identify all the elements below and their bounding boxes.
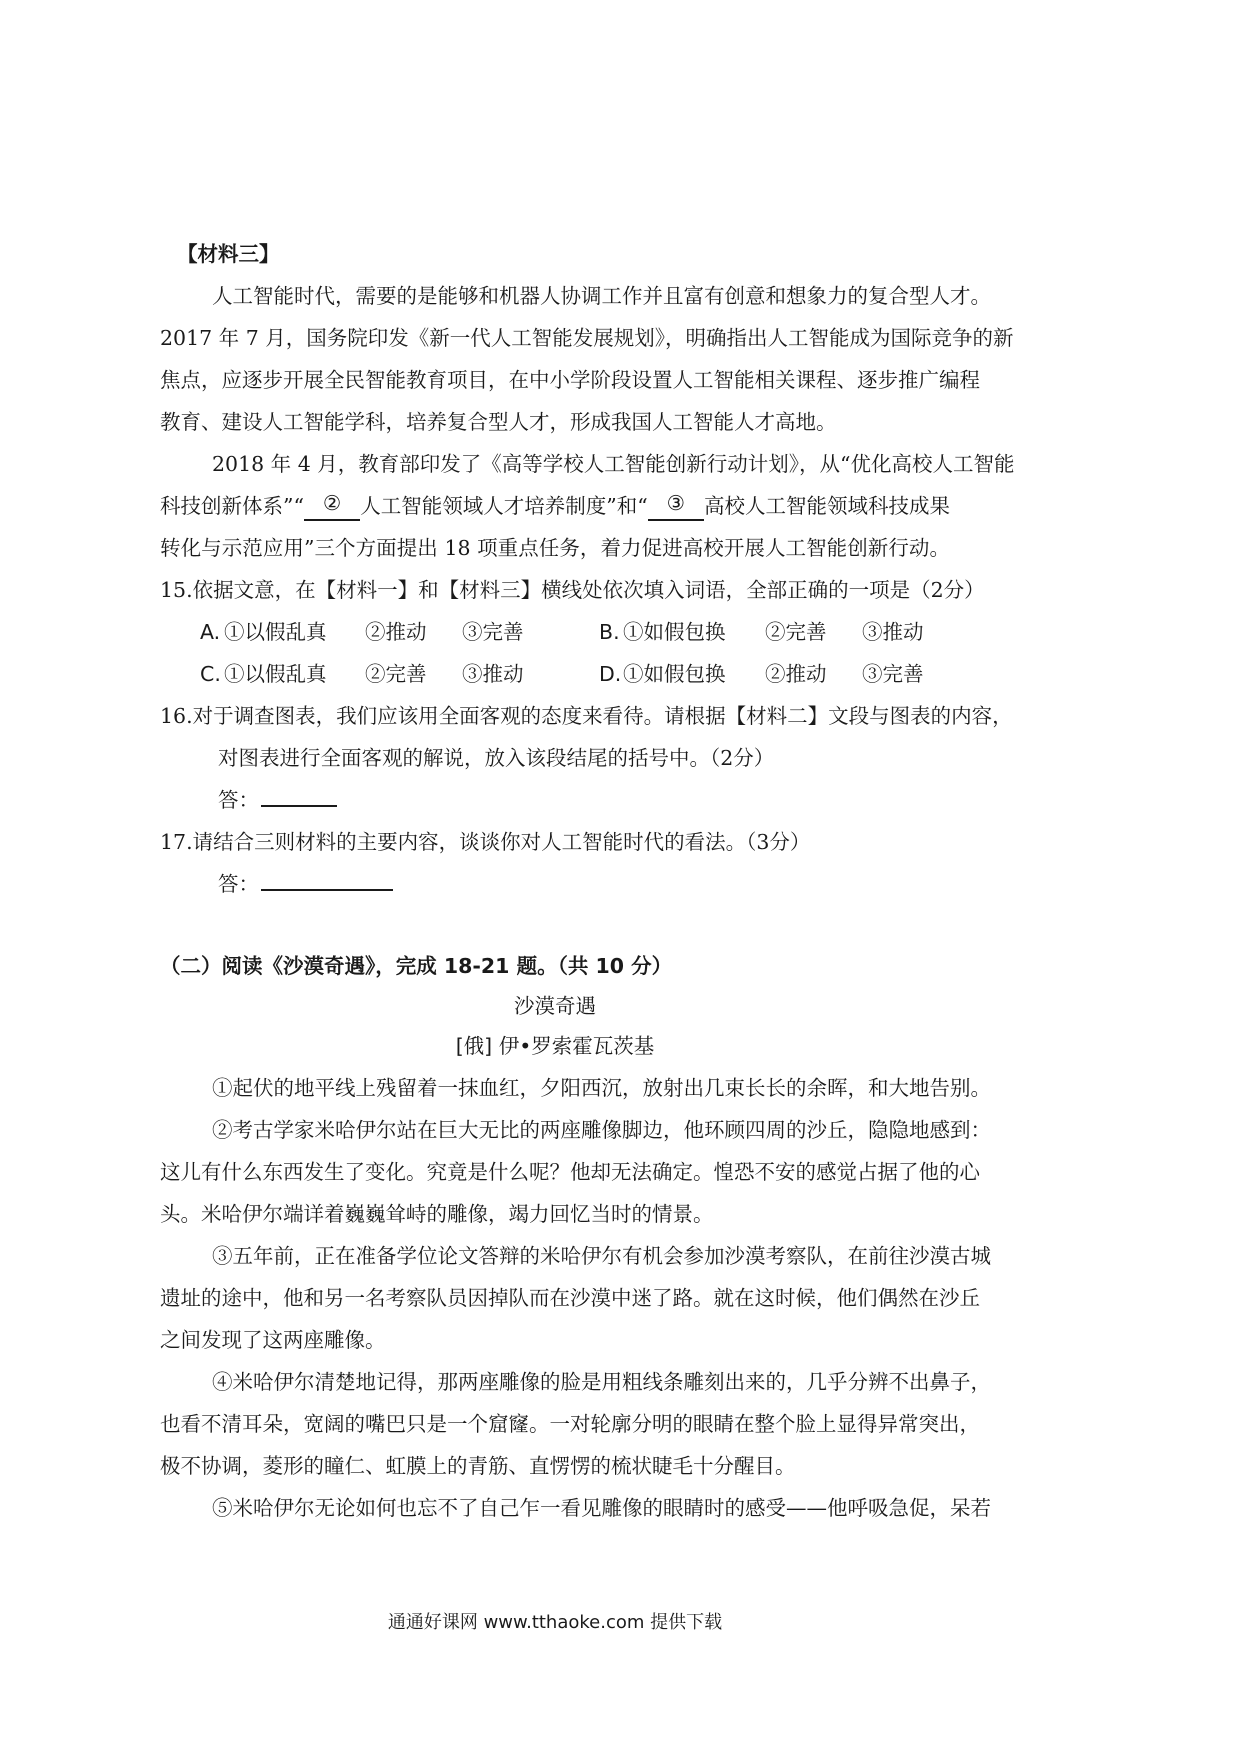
- q16-answer-blank[interactable]: [261, 787, 337, 807]
- q16-answer-label: 答：: [218, 788, 259, 812]
- q15-option-b-word1: ①如假包换: [623, 620, 726, 644]
- q17-answer-blank[interactable]: [261, 871, 393, 891]
- q15-stem: 15.依据文意，在【材料一】和【材料三】横线处依次填入词语，全部正确的一项是（2分）: [160, 578, 985, 602]
- q15-option-c-word2: ②完善: [365, 662, 427, 686]
- q15-options-row-2: [200, 659, 960, 689]
- story-author: [俄] 伊•罗索霍瓦茨基: [455, 1034, 655, 1058]
- material3-para1-line3: 焦点，应逐步开展全民智能教育项目，在中小学阶段设置人工智能相关课程、逐步推广编程: [160, 368, 980, 392]
- story-p3-line2: 遗址的途中，他和另一名考察队员因掉队而在沙漠中迷了路。就在这时候，他们偶然在沙丘: [160, 1286, 980, 1310]
- q15-option-d-word1: ①如假包换: [623, 662, 726, 686]
- story-p2-line3: 头。米哈伊尔端详着巍巍耸峙的雕像，竭力回忆当时的情景。: [160, 1202, 714, 1226]
- material3-para1-line1: 人工智能时代，需要的是能够和机器人协调工作并且富有创意和想象力的复合型人才。: [212, 284, 991, 308]
- material3-para2-line2: [160, 491, 950, 521]
- story-p2-line2: 这儿有什么东西发生了变化。究竟是什么呢？他却无法确定。惶恐不安的感觉占据了他的心: [160, 1160, 980, 1184]
- q15-option-b-word3: ③推动: [862, 620, 924, 644]
- q15-option-d-letter: D.: [599, 662, 622, 686]
- story-p5-line1: ⑤米哈伊尔无论如何也忘不了自己乍一看见雕像的眼睛时的感受——他呼吸急促，呆若: [212, 1496, 991, 1520]
- q17-answer: [218, 869, 393, 899]
- q15-option-d-word3: ③完善: [862, 662, 924, 686]
- q15-option-d-word2: ②推动: [765, 662, 827, 686]
- story-p4-line2: 也看不清耳朵，宽阔的嘴巴只是一个窟窿。一对轮廓分明的眼睛在整个脸上显得异常突出，: [160, 1412, 980, 1436]
- story-title: 沙漠奇遇: [514, 994, 596, 1018]
- q15-option-a-letter: A.: [200, 620, 221, 644]
- story-p1: ①起伏的地平线上残留着一抹血红，夕阳西沉，放射出几束长长的余晖，和大地告别。: [212, 1076, 991, 1100]
- q15-option-c-letter: C.: [200, 662, 221, 686]
- material3-heading: 【材料三】: [177, 242, 280, 266]
- story-p3-line3: 之间发现了这两座雕像。: [160, 1328, 386, 1352]
- q16-answer: [218, 785, 337, 815]
- page-footer: 通通好课网 www.tthaoke.com 提供下载: [387, 1612, 723, 1633]
- section2-heading: （二）阅读《沙漠奇遇》，完成 18-21 题。（共 10 分）: [160, 954, 673, 978]
- material3-para1-line2: 2017 年 7 月，国务院印发《新一代人工智能发展规划》，明确指出人工智能成为国际竞争的新: [160, 326, 1014, 350]
- q15-option-b-letter: B.: [599, 620, 620, 644]
- material3-para2-line1: 2018 年 4 月，教育部印发了《高等学校人工智能创新行动计划》，从“优化高校人工智能: [212, 452, 1015, 476]
- q15-options-row-1: [200, 617, 960, 647]
- q15-option-a-word2: ②推动: [365, 620, 427, 644]
- material3-para2-line3: 转化与示范应用”三个方面提出 18 项重点任务，着力促进高校开展人工智能创新行动。: [160, 536, 950, 560]
- q15-option-c-word1: ①以假乱真: [224, 662, 327, 686]
- q16-stem-line1: 16.对于调查图表，我们应该用全面客观的态度来看待。请根据【材料二】文段与图表的内容，: [160, 704, 1013, 728]
- q17-answer-label: 答：: [218, 872, 259, 896]
- para2-text-b: 人工智能领域人才培养制度”和“: [360, 494, 648, 518]
- para2-text-c: 高校人工智能领域科技成果: [704, 494, 950, 518]
- story-p4-line1: ④米哈伊尔清楚地记得，那两座雕像的脸是用粗线条雕刻出来的，几乎分辨不出鼻子，: [212, 1370, 991, 1394]
- q15-option-a-word1: ①以假乱真: [224, 620, 327, 644]
- story-p4-line3: 极不协调，菱形的瞳仁、虹膜上的青筋、直愣愣的梳状睫毛十分醒目。: [160, 1454, 796, 1478]
- q15-option-a-word3: ③完善: [462, 620, 524, 644]
- q15-option-b-word2: ②完善: [765, 620, 827, 644]
- q16-stem-line2: 对图表进行全面客观的解说，放入该段结尾的括号中。（2分）: [218, 746, 775, 770]
- story-p2-line1: ②考古学家米哈伊尔站在巨大无比的两座雕像脚边，他环顾四周的沙丘，隐隐地感到：: [212, 1118, 991, 1142]
- q17-stem: 17.请结合三则材料的主要内容，谈谈你对人工智能时代的看法。（3分）: [160, 830, 811, 854]
- story-p3-line1: ③五年前，正在准备学位论文答辩的米哈伊尔有机会参加沙漠考察队，在前往沙漠古城: [212, 1244, 991, 1268]
- para2-text-a: 科技创新体系”“: [160, 494, 304, 518]
- q15-option-c-word3: ③推动: [462, 662, 524, 686]
- blank-3: ③: [648, 491, 704, 521]
- blank-2: ②: [304, 491, 360, 521]
- material3-para1-line4: 教育、建设人工智能学科，培养复合型人才，形成我国人工智能人才高地。: [160, 410, 837, 434]
